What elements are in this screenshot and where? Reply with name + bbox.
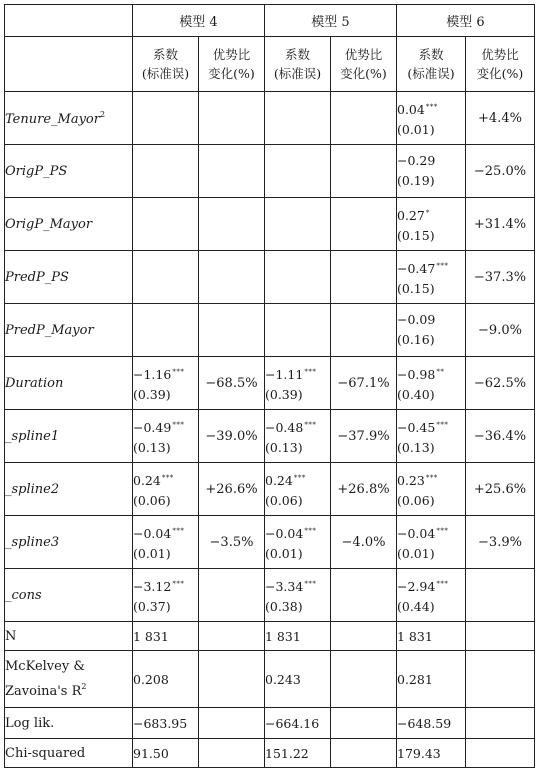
- column-header-row: [5, 37, 535, 92]
- regression-table: [4, 4, 535, 768]
- standard-error: (0.13): [397, 439, 435, 455]
- odds-change-cell: −9.0%: [466, 304, 535, 357]
- odds-change-cell: +26.6%: [199, 463, 265, 516]
- coefficient-value: [397, 574, 465, 597]
- variable-name: [5, 145, 133, 198]
- odds-change-cell: [331, 92, 397, 145]
- coefficient-value: [397, 521, 465, 544]
- coefficient-number: −0.47: [397, 260, 436, 276]
- variable-label: OrigP_PS: [5, 163, 68, 179]
- odds-change-cell: [331, 145, 397, 198]
- standard-error: (0.40): [397, 386, 435, 402]
- stat-value: 179.43: [397, 739, 466, 768]
- stat-value: 91.50: [133, 739, 199, 768]
- variable-name: [5, 569, 133, 622]
- coef-header-line2: (标准误): [273, 66, 322, 81]
- coef-header: [397, 37, 466, 92]
- variable-label: _spline2: [5, 481, 60, 497]
- standard-error: (0.01): [397, 121, 435, 137]
- odds-header-line2: 变化(%): [340, 66, 387, 81]
- odds-header: [199, 37, 265, 92]
- odds-header-line1: 优势比: [481, 47, 519, 62]
- coefficient-cell: [265, 92, 331, 145]
- significance-stars: ***: [304, 579, 317, 588]
- coefficient-number: −0.45: [397, 419, 436, 435]
- coefficient-cell: [133, 463, 199, 516]
- coefficient-number: 0.24: [265, 472, 293, 488]
- coef-row: [5, 463, 535, 516]
- coefficient-number: 0.24: [133, 472, 161, 488]
- coef-row: [5, 92, 535, 145]
- coefficient-number: −0.04: [133, 525, 172, 541]
- coef-row: [5, 410, 535, 463]
- odds-change-cell: −25.0%: [466, 145, 535, 198]
- standard-error: (0.44): [397, 598, 435, 614]
- significance-stars: **: [436, 367, 445, 376]
- stat-value: 1 831: [133, 622, 199, 651]
- coefficient-value: [133, 574, 198, 597]
- variable-name: [5, 198, 133, 251]
- variable-name: [5, 92, 133, 145]
- empty-cell: [199, 622, 265, 651]
- empty-cell: [199, 739, 265, 768]
- variable-name: [5, 463, 133, 516]
- significance-stars: ***: [436, 579, 449, 588]
- significance-stars: ***: [436, 420, 449, 429]
- stat-row-r2: [5, 651, 535, 708]
- coefficient-number: −0.48: [265, 419, 304, 435]
- empty-cell: [466, 651, 535, 708]
- coefficient-cell: [265, 198, 331, 251]
- coef-row: [5, 251, 535, 304]
- coefficient-cell: [133, 304, 199, 357]
- coefficient-cell: [265, 304, 331, 357]
- odds-header: [331, 37, 397, 92]
- coefficient-number: −3.34: [265, 578, 304, 594]
- standard-error: (0.19): [397, 173, 435, 188]
- variable-name: [5, 410, 133, 463]
- coefficient-cell: [397, 516, 466, 569]
- coefficient-cell: [265, 410, 331, 463]
- odds-change-cell: +26.8%: [331, 463, 397, 516]
- stat-label: [5, 651, 133, 708]
- odds-header-line1: 优势比: [212, 47, 251, 62]
- coefficient-cell: [265, 516, 331, 569]
- coefficient-value: [397, 203, 465, 226]
- variable-label: _cons: [5, 587, 42, 603]
- coefficient-value: [265, 415, 330, 438]
- coefficient-value: [397, 151, 465, 171]
- odds-change-cell: −68.5%: [199, 357, 265, 410]
- standard-error: (0.15): [397, 280, 435, 296]
- odds-change-cell: [199, 198, 265, 251]
- stat-value: 0.281: [397, 651, 466, 708]
- odds-change-cell: −36.4%: [466, 410, 535, 463]
- variable-name: [5, 251, 133, 304]
- coefficient-number: −0.04: [265, 525, 304, 541]
- coef-header-line1: 系数: [418, 47, 444, 62]
- coefficient-cell: [397, 569, 466, 622]
- empty-cell: [331, 739, 397, 768]
- fit-statistics: [5, 622, 535, 768]
- empty-cell: [466, 622, 535, 651]
- coefficient-value: [265, 574, 330, 597]
- coefficient-number: −1.16: [133, 366, 172, 382]
- coefficient-value: [397, 256, 465, 279]
- variable-name: [5, 357, 133, 410]
- variable-label: Tenure_Mayor: [5, 111, 100, 127]
- odds-change-cell: [331, 569, 397, 622]
- odds-change-cell: −37.9%: [331, 410, 397, 463]
- coefficient-cell: [397, 145, 466, 198]
- coefficient-number: 0.23: [397, 472, 425, 488]
- variable-label: OrigP_Mayor: [5, 216, 93, 232]
- coefficient-cell: [133, 410, 199, 463]
- variable-label: PredP_Mayor: [5, 322, 94, 338]
- stat-label-line1: McKelvey &: [5, 658, 85, 674]
- significance-stars: ***: [161, 473, 174, 482]
- stat-row-n: [5, 622, 535, 651]
- stat-value: 0.208: [133, 651, 199, 708]
- standard-error: (0.06): [397, 492, 435, 508]
- standard-error: (0.39): [133, 386, 171, 402]
- coef-row: [5, 198, 535, 251]
- variable-label: _spline1: [5, 428, 60, 444]
- stat-value: 1 831: [265, 622, 331, 651]
- coefficient-cell: [265, 569, 331, 622]
- odds-change-cell: −3.5%: [199, 516, 265, 569]
- odds-change-cell: [199, 145, 265, 198]
- odds-change-cell: −39.0%: [199, 410, 265, 463]
- significance-stars: ***: [436, 526, 449, 535]
- coefficient-cell: [133, 251, 199, 304]
- empty-cell: [466, 708, 535, 739]
- coef-header: [265, 37, 331, 92]
- coef-header-line1: 系数: [152, 47, 178, 62]
- odds-change-cell: +4.4%: [466, 92, 535, 145]
- coefficient-cell: [397, 304, 466, 357]
- empty-cell: [331, 708, 397, 739]
- model-header-row: [5, 5, 535, 37]
- stat-value: 1 831: [397, 622, 466, 651]
- significance-stars: ***: [304, 367, 317, 376]
- stat-value: −683.95: [133, 708, 199, 739]
- coef-header-line1: 系数: [284, 47, 310, 62]
- odds-header-line2: 变化(%): [208, 66, 255, 81]
- odds-change-cell: [331, 251, 397, 304]
- coef-row: [5, 569, 535, 622]
- odds-header-line2: 变化(%): [476, 66, 524, 81]
- coefficient-value: [133, 521, 198, 544]
- stat-value: −664.16: [265, 708, 331, 739]
- coef-row: [5, 516, 535, 569]
- standard-error: (0.06): [133, 492, 171, 508]
- significance-stars: ***: [172, 526, 185, 535]
- var-header-cell: [5, 37, 133, 92]
- empty-cell: [331, 651, 397, 708]
- odds-change-cell: [331, 304, 397, 357]
- coefficient-cell: [397, 92, 466, 145]
- coefficient-number: 0.04: [397, 101, 425, 117]
- variable-label: PredP_PS: [5, 269, 69, 285]
- coef-header: [133, 37, 199, 92]
- coefficient-cell: [397, 463, 466, 516]
- coefficient-number: −3.12: [133, 578, 172, 594]
- standard-error: (0.01): [265, 545, 303, 561]
- coefficient-value: [397, 468, 465, 491]
- stat-row-loglik: [5, 708, 535, 739]
- stat-row-chisq: [5, 739, 535, 768]
- standard-error: (0.15): [397, 227, 435, 243]
- significance-stars: ***: [304, 420, 317, 429]
- coefficient-number: −0.09: [397, 312, 436, 327]
- coefficient-rows: [5, 92, 535, 622]
- stat-label: Chi-squared: [5, 739, 133, 768]
- odds-change-cell: [199, 92, 265, 145]
- coefficient-value: [133, 362, 198, 385]
- coefficient-value: [133, 415, 198, 438]
- stat-value: 151.22: [265, 739, 331, 768]
- superscript: 2: [81, 681, 87, 691]
- coefficient-number: −1.11: [265, 366, 304, 382]
- coef-header-line2: (标准误): [407, 66, 455, 81]
- model-6-header: 模型 6: [397, 5, 535, 37]
- coefficient-cell: [133, 357, 199, 410]
- odds-change-cell: [199, 251, 265, 304]
- corner-cell: [5, 5, 133, 37]
- coefficient-number: −0.98: [397, 366, 436, 382]
- odds-header-line1: 优势比: [344, 47, 383, 62]
- odds-change-cell: −62.5%: [466, 357, 535, 410]
- model-5-header: 模型 5: [265, 5, 397, 37]
- significance-stars: ***: [436, 261, 449, 270]
- coefficient-value: [265, 362, 330, 385]
- coefficient-cell: [265, 463, 331, 516]
- significance-stars: ***: [293, 473, 306, 482]
- standard-error: (0.39): [265, 386, 303, 402]
- coefficient-value: [397, 415, 465, 438]
- standard-error: (0.37): [133, 598, 171, 614]
- coefficient-cell: [397, 251, 466, 304]
- coefficient-cell: [397, 410, 466, 463]
- coefficient-value: [397, 362, 465, 385]
- odds-change-cell: [199, 569, 265, 622]
- standard-error: (0.06): [265, 492, 303, 508]
- empty-cell: [199, 651, 265, 708]
- coefficient-number: −0.29: [397, 153, 436, 168]
- coefficient-value: [265, 521, 330, 544]
- stat-label-line2: Zavoina's R: [5, 683, 82, 699]
- standard-error: (0.01): [397, 545, 435, 561]
- coefficient-cell: [265, 357, 331, 410]
- coefficient-number: −0.49: [133, 419, 172, 435]
- coefficient-number: 0.27: [397, 207, 425, 223]
- coefficient-cell: [265, 145, 331, 198]
- standard-error: (0.38): [265, 598, 303, 614]
- coefficient-value: [265, 468, 330, 491]
- coef-row: [5, 357, 535, 410]
- coefficient-value: [133, 468, 198, 491]
- odds-change-cell: −37.3%: [466, 251, 535, 304]
- odds-change-cell: +25.6%: [466, 463, 535, 516]
- variable-label: Duration: [5, 375, 64, 391]
- coefficient-cell: [133, 145, 199, 198]
- stat-label: N: [5, 622, 133, 651]
- significance-stars: ***: [172, 420, 185, 429]
- model-4-header: 模型 4: [133, 5, 265, 37]
- significance-stars: ***: [172, 367, 185, 376]
- empty-cell: [331, 622, 397, 651]
- odds-change-cell: [331, 198, 397, 251]
- stat-value: −648.59: [397, 708, 466, 739]
- significance-stars: ***: [304, 526, 317, 535]
- coefficient-number: −0.04: [397, 525, 436, 541]
- odds-change-cell: [466, 569, 535, 622]
- coefficient-cell: [133, 516, 199, 569]
- coefficient-cell: [133, 569, 199, 622]
- odds-change-cell: −67.1%: [331, 357, 397, 410]
- stat-label: Log lik.: [5, 708, 133, 739]
- stat-value: 0.243: [265, 651, 331, 708]
- variable-name: [5, 516, 133, 569]
- coef-row: [5, 145, 535, 198]
- odds-change-cell: +31.4%: [466, 198, 535, 251]
- significance-stars: ***: [425, 473, 438, 482]
- odds-change-cell: [199, 304, 265, 357]
- odds-header: [466, 37, 535, 92]
- significance-stars: *: [425, 208, 430, 217]
- variable-name: [5, 304, 133, 357]
- variable-label: _spline3: [5, 534, 60, 550]
- significance-stars: ***: [172, 579, 185, 588]
- standard-error: (0.13): [133, 439, 171, 455]
- coefficient-cell: [265, 251, 331, 304]
- coefficient-cell: [397, 357, 466, 410]
- coefficient-value: [397, 97, 465, 120]
- coefficient-cell: [133, 92, 199, 145]
- empty-cell: [466, 739, 535, 768]
- odds-change-cell: −3.9%: [466, 516, 535, 569]
- coefficient-cell: [133, 198, 199, 251]
- empty-cell: [199, 708, 265, 739]
- standard-error: (0.13): [265, 439, 303, 455]
- significance-stars: ***: [425, 102, 438, 111]
- coefficient-number: −2.94: [397, 578, 436, 594]
- standard-error: (0.16): [397, 332, 435, 347]
- standard-error: (0.01): [133, 545, 171, 561]
- odds-change-cell: −4.0%: [331, 516, 397, 569]
- coefficient-value: [397, 310, 465, 330]
- coefficient-cell: [397, 198, 466, 251]
- superscript: 2: [99, 109, 106, 119]
- coef-row: [5, 304, 535, 357]
- coef-header-line2: (标准误): [141, 66, 190, 81]
